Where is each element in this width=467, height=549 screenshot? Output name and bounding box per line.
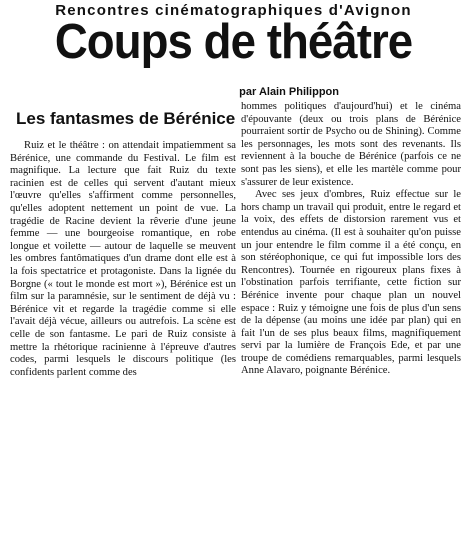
article-headline: Coups de théâtre (54, 15, 413, 69)
body-paragraph: Avec ses jeux d'ombres, Ruiz effectue sur le hors champ un travail qui produit, entre le regard et la voix, des effets de distorsion rarement vus et entendus au cinéma. (Il est à souhaiter qu'on puisse un jour entendre le film comme il a été conçu, en son stéréophonique, ce qui fut impossible lors des Rencontres). Tournée en rigoureux plans fixes à l'obstination parfois terrifiante, cette fiction sur Bérénice invente pour chaque plan un nouvel espace : Ruiz y témoigne une fois de plus d'un sens de la dépense (au moins une idée par plan) qui en fait l'un de ses plus beaux films, magnifiquement servi par la lumière de François Ede, et par une troupe de comédiens remarquables, parmi lesquels Anne Alavaro, poignante Bérénice. (241, 189, 461, 377)
article-kicker: Rencontres cinématographiques d'Avignon (55, 2, 412, 19)
article-column-left (10, 110, 236, 379)
body-paragraph: hommes politiques d'aujourd'hui) et le cinéma d'épouvante (deux ou trois plans de Bérénice pourraient sortir de Psycho ou de Shining). Comme les personnages, les mots sont des revenants. Ils reviennent à la bouche de Bérénice (parfois ce ne sont pas les siens), et elle les martèle comme pour s'assurer de leur existence. (241, 101, 461, 188)
article-byline: par Alain Philippon (239, 86, 339, 98)
article-subhead: Les fantasmes de Bérénice (16, 109, 236, 128)
article-column-right (241, 101, 461, 378)
body-paragraph: Ruiz et le théâtre : on attendait impatiemment sa Bérénice, une commande du Festival. Le film est magnifique. La lecture que fait Ruiz du texte racinien est de celles qui servent d'autant mieux l'œuvre qu'elles s'affirment comme personnelles, qu'elles adoptent nettement un point de vue. La tragédie de Racine devient la rêverie d'une jeune femme — une bourgeoise romantique, en robe longue et voilette — autour de laquelle se meuvent les ombres fantômatiques d'un drame dont elle est à la fois spectatrice et protagoniste. Dans la lignée du Borgne (« tout le monde est mort »), Bérénice est un film sur la paramnésie, sur le sentiment de déjà vu : Bérénice vit et regarde la tragédie comme si elle l'avait déjà vécue, ailleurs ou autrefois. La scène est celle de son fantasme. Le pari de Ruiz consiste à mettre la rhétorique racinienne à l'épreuve d'autres codes, parmi lesquels le discours politique (les confidents parlent comme des (10, 140, 236, 378)
